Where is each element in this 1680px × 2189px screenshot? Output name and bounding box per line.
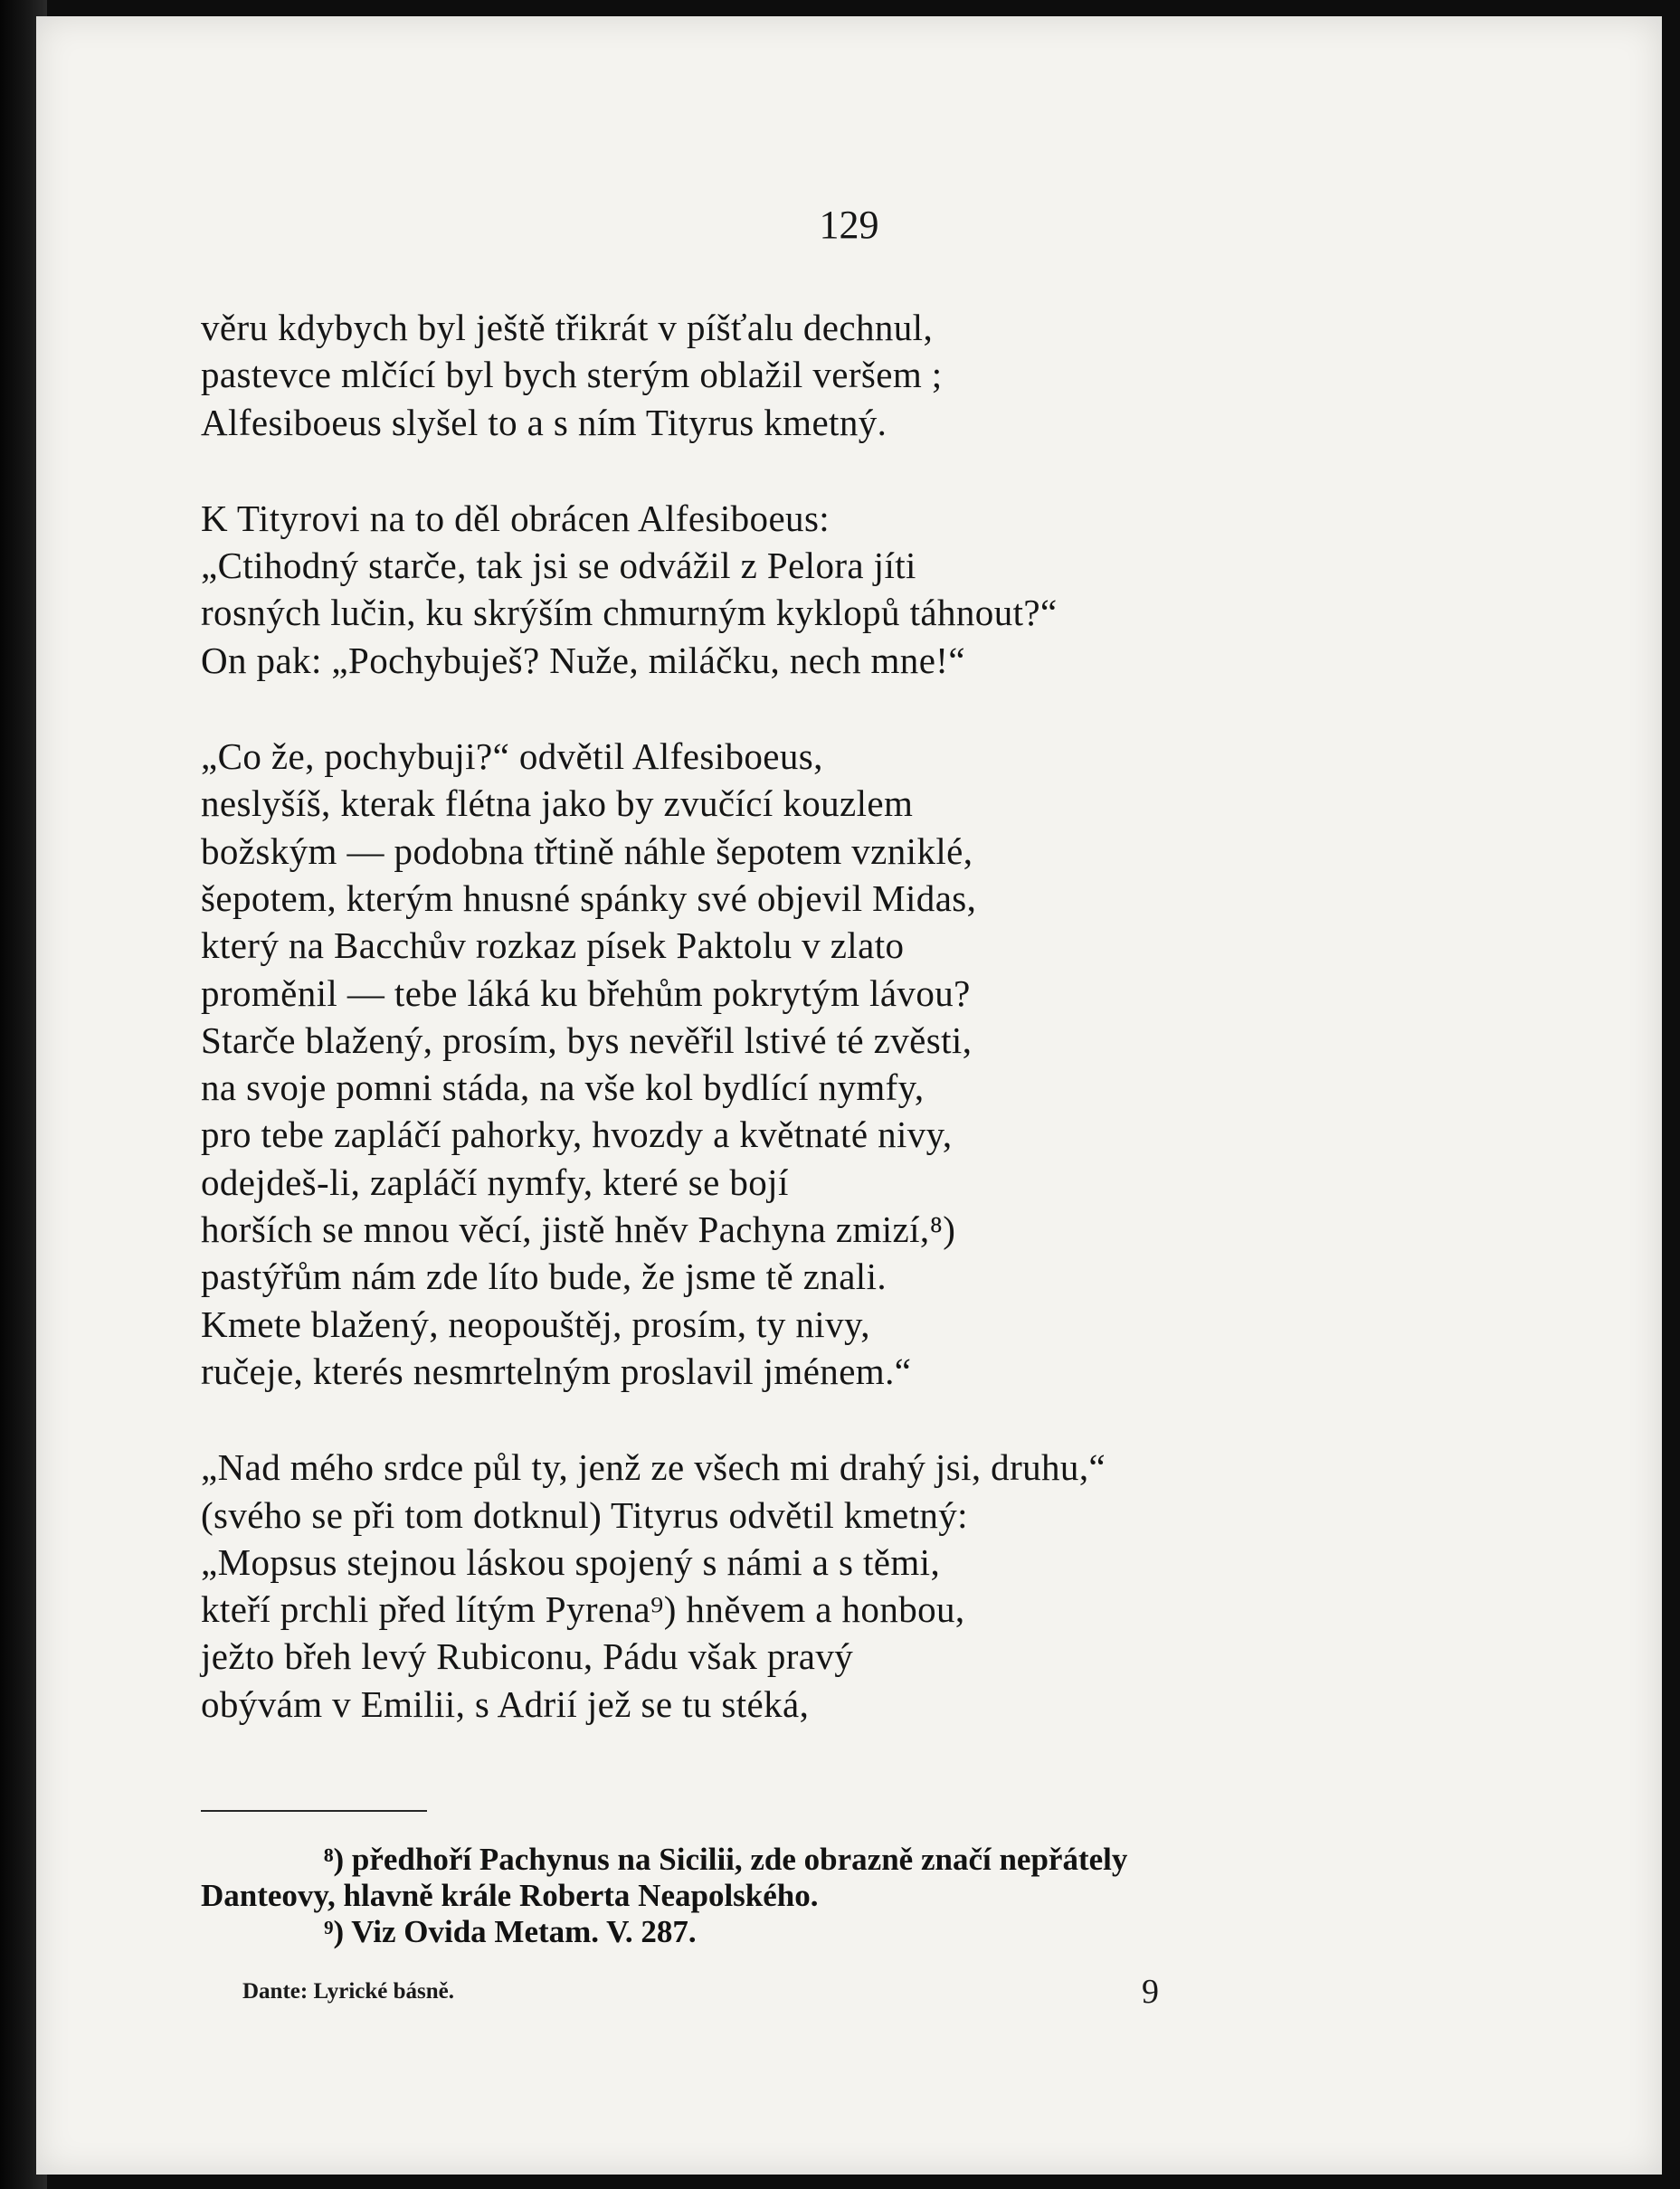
stanza xyxy=(201,733,1106,1395)
verse-line: ježto břeh levý Rubiconu, Pádu však pravý xyxy=(201,1635,854,1678)
verse-line: pro tebe zapláčí pahorky, hvozdy a květnaté nivy, xyxy=(201,1113,953,1156)
footnote-divider xyxy=(201,1810,427,1812)
page-number: 129 xyxy=(819,203,879,247)
verse-line: Kmete blažený, neopouštěj, prosím, ty nivy, xyxy=(201,1303,870,1345)
footnotes xyxy=(201,1842,1127,1950)
footer-book-title: Dante: Lyrické básně. xyxy=(242,1979,455,2004)
verse-line: na svoje pomni stáda, na vše kol bydlící nymfy, xyxy=(201,1066,925,1109)
verse-line: kteří prchli před lítým Pyrena⁹) hněvem a honbou, xyxy=(201,1588,965,1631)
verse-line: který na Bacchův rozkaz písek Paktolu v zlato xyxy=(201,924,905,967)
verse-line: Starče blažený, prosím, bys nevěřil lstivé té zvěsti, xyxy=(201,1019,973,1061)
verse-line: „Ctihodný starče, tak jsi se odvážil z Pelora jíti xyxy=(201,545,916,587)
stanza xyxy=(201,304,1106,446)
verse-line: pastevce mlčící byl bych sterým oblažil veršem ; xyxy=(201,354,943,396)
verse-line: „Mopsus stejnou láskou spojený s námi a s těmi, xyxy=(201,1540,941,1583)
verse-line: rosných lučin, ku skrýším chmurným kyklopů táhnout?“ xyxy=(201,592,1058,634)
verse-line: proměnil — tebe láká ku břehům pokrytým lávou? xyxy=(201,971,971,1014)
verse-line: „Co že, pochybuji?“ odvětil Alfesiboeus, xyxy=(201,735,823,778)
footnote-8-line-1: ⁸) předhoří Pachynus na Sicilii, zde obrazně značí nepřátely xyxy=(324,1842,1128,1877)
verse-line: On pak: „Pochybuješ? Nuže, miláčku, nech mne!“ xyxy=(201,639,965,681)
poem-text xyxy=(201,304,1106,1728)
verse-line: odejdeš-li, zapláčí nymfy, které se bojí xyxy=(201,1161,789,1203)
footer-signature-number: 9 xyxy=(1142,1973,1159,2011)
verse-line: božským — podobna třtině náhle šepotem vzniklé, xyxy=(201,829,973,872)
verse-line: Alfesiboeus slyšel to a s ním Tityrus kmetný. xyxy=(201,401,887,443)
verse-line: obývám v Emilii, s Adrií jež se tu stéká, xyxy=(201,1682,810,1725)
verse-line: ručeje, kterés nesmrtelným proslavil jménem.“ xyxy=(201,1350,912,1392)
stanza xyxy=(201,495,1106,684)
verse-line: „Nad mého srdce půl ty, jenž ze všech mi drahý jsi, druhu,“ xyxy=(201,1446,1106,1489)
verse-line: K Tityrovi na to děl obrácen Alfesiboeus: xyxy=(201,497,831,539)
footnote-9: ⁹) Viz Ovida Metam. V. 287. xyxy=(324,1914,697,1949)
verse-line: neslyšíš, kterak flétna jako by zvučící kouzlem xyxy=(201,782,914,825)
stanza xyxy=(201,1444,1106,1728)
verse-line: šepotem, kterým hnusné spánky své objevil Midas, xyxy=(201,877,977,919)
verse-line: (svého se při tom dotknul) Tityrus odvětil kmetný: xyxy=(201,1493,968,1536)
verse-line: horších se mnou věcí, jistě hněv Pachyna zmizí,⁸) xyxy=(201,1208,956,1251)
verse-line: věru kdybych byl ještě třikrát v píšťalu dechnul, xyxy=(201,307,934,348)
footnote-8-line-2: Danteovy, hlavně krále Roberta Neapolského. xyxy=(201,1878,819,1913)
verse-line: pastýřům nám zde líto bude, že jsme tě znali. xyxy=(201,1256,887,1298)
